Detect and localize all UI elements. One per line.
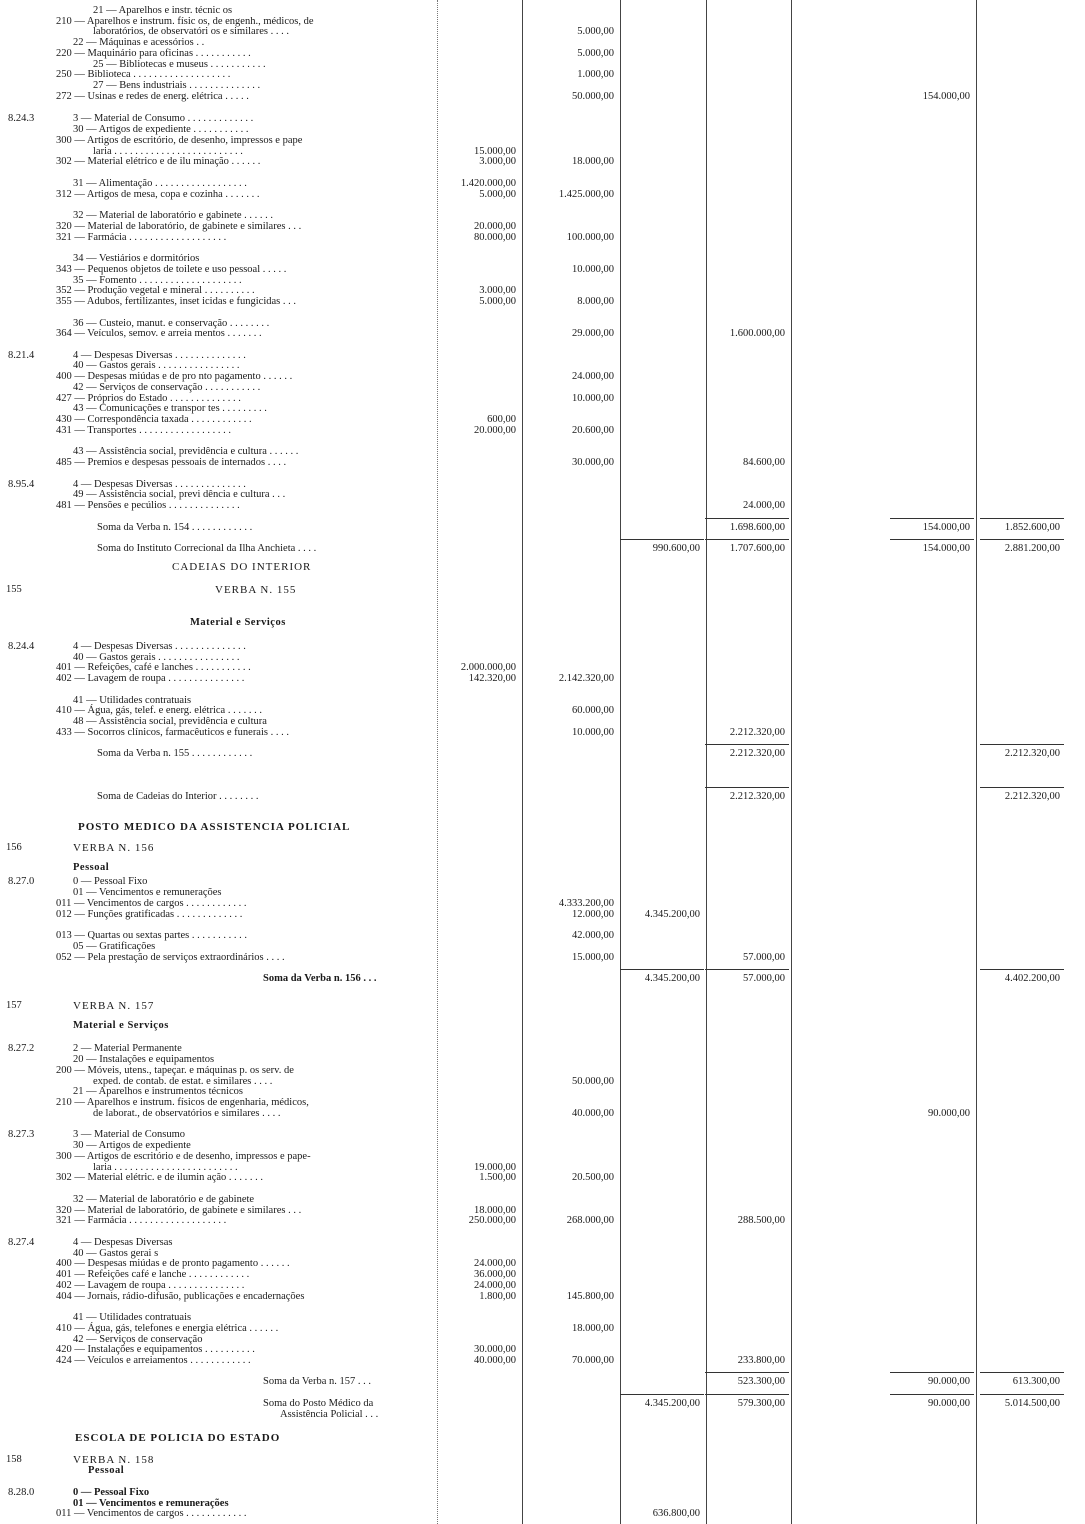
sum-rule — [980, 744, 1064, 745]
ledger-line: 3 — Material de Consumo . . . . . . . . . . . . . — [73, 113, 254, 124]
ledger-line: 30 — Artigos de expediente . . . . . . . . . . . — [73, 124, 249, 135]
amount-cell: 40.000,00 — [474, 1355, 516, 1366]
ledger-line: Soma de Cadeias do Interior . . . . . . . . — [97, 791, 259, 802]
amount-cell: 18.000,00 — [572, 156, 614, 167]
amount-cell: 29.000,00 — [572, 328, 614, 339]
sum-rule — [980, 1372, 1064, 1373]
ledger-line: 052 — Pela prestação de serviços extraordinários . . . . — [56, 952, 285, 963]
amount-cell: 18.000,00 — [474, 1205, 516, 1216]
ledger-line: 300 — Artigos de escritório e de desenho, impressos e pape- — [56, 1151, 311, 1162]
amount-cell: 36.000,00 — [474, 1269, 516, 1280]
amount-cell: 24.000,00 — [743, 500, 785, 511]
amount-cell: 2.212.320,00 — [1004, 748, 1060, 759]
amount-cell: 10.000,00 — [572, 264, 614, 275]
sum-rule — [980, 969, 1064, 970]
amount-cell: 90.000,00 — [928, 1398, 970, 1409]
amount-cell: 154.000,00 — [922, 91, 970, 102]
section-heading: VERBA N. 158 — [73, 1454, 155, 1466]
ledger-line: 4 — Despesas Diversas . . . . . . . . . . . . . . — [73, 479, 246, 490]
ledger-line: 3 — Material de Consumo — [73, 1129, 185, 1140]
ledger-line: de laborat., de observatórios e similares . . . . — [93, 1108, 281, 1119]
account-code: 8.27.2 — [8, 1043, 35, 1054]
ledger-line: 41 — Utilidades contratuais — [73, 1312, 192, 1323]
sum-rule — [705, 1372, 789, 1373]
ledger-line: 40 — Gastos gerais . . . . . . . . . . . . . . . . — [73, 652, 240, 663]
amount-cell: 90.000,00 — [928, 1108, 970, 1119]
amount-cell: 24.000,00 — [474, 1280, 516, 1291]
ledger-line: 424 — Veículos e arreiamentos . . . . . . . . . . . . — [56, 1355, 251, 1366]
amount-cell: 84.600,00 — [743, 457, 785, 468]
account-code: 8.21.4 — [8, 350, 35, 361]
amount-cell: 154.000,00 — [922, 522, 970, 533]
amount-cell: 42.000,00 — [572, 930, 614, 941]
ledger-line: 430 — Correspondência taxada . . . . . . . . . . . . — [56, 414, 252, 425]
amount-cell: 19.000,00 — [474, 1162, 516, 1173]
amount-cell: 613.300,00 — [1012, 1376, 1060, 1387]
amount-cell: 2.142.320,00 — [558, 673, 614, 684]
verba-number: 157 — [6, 1000, 22, 1011]
amount-cell: 20.000,00 — [474, 425, 516, 436]
ledger-line: 320 — Material de laboratório, de gabinete e similares . . . — [56, 1205, 302, 1216]
amount-cell: 5.000,00 — [577, 26, 614, 37]
amount-cell: 30.000,00 — [474, 1344, 516, 1355]
sum-rule — [705, 1394, 789, 1395]
ledger-line: 302 — Material elétrico e de ilu minação . . . . . . — [56, 156, 261, 167]
column-divider-2 — [620, 0, 621, 1524]
amount-cell: 288.500,00 — [737, 1215, 785, 1226]
amount-cell: 2.212.320,00 — [1004, 791, 1060, 802]
amount-cell: 1.420.000,00 — [460, 178, 516, 189]
account-code: 8.24.3 — [8, 113, 35, 124]
ledger-line: 22 — Máquinas e acessórios . . — [73, 37, 205, 48]
section-heading: Pessoal — [73, 862, 110, 873]
amount-cell: 154.000,00 — [922, 543, 970, 554]
amount-cell: 1.000,00 — [577, 69, 614, 80]
amount-cell: 145.800,00 — [566, 1291, 614, 1302]
ledger-line: 42 — Serviços de conservação — [73, 1334, 203, 1345]
ledger-line: 485 — Premios e despesas pessoais de internados . . . . — [56, 457, 287, 468]
sum-rule — [620, 539, 704, 540]
ledger-line: 40 — Gastos gerais . . . . . . . . . . . . . . . . — [73, 360, 240, 371]
amount-cell: 20.000,00 — [474, 221, 516, 232]
ledger-line: 32 — Material de laboratório e gabinete . . . . . . — [73, 210, 274, 221]
amount-cell: 1.707.600,00 — [729, 543, 785, 554]
ledger-line: 40 — Gastos gerai s — [73, 1248, 159, 1259]
ledger-line: 355 — Adubos, fertilizantes, inset icidas e fungicidas . . . — [56, 296, 296, 307]
ledger-line: 210 — Aparelhos e instrum. físicos de engenharia, médicos, — [56, 1097, 309, 1108]
amount-cell: 8.000,00 — [577, 296, 614, 307]
ledger-line: 43 — Assistência social, previdência e cultura . . . . . . — [73, 446, 299, 457]
ledger-line: 320 — Material de laboratório, de gabinete e similares . . . — [56, 221, 302, 232]
ledger-line: 404 — Jornais, rádio-difusão, publicações e encadernações — [56, 1291, 305, 1302]
section-heading: Material e Serviços — [190, 617, 286, 628]
ledger-line: 401 — Refeições café e lanche . . . . . . . . . . . . — [56, 1269, 250, 1280]
amount-cell: 2.212.320,00 — [729, 727, 785, 738]
ledger-line: 410 — Água, gás, telef. e energ. elétrica . . . . . . . — [56, 705, 262, 716]
ledger-line: 4 — Despesas Diversas . . . . . . . . . . . . . . — [73, 350, 246, 361]
column-divider-5 — [976, 0, 977, 1524]
ledger-line: Soma do Instituto Correcional da Ilha Anchieta . . . . — [97, 543, 317, 554]
amount-cell: 4.333.200,00 — [558, 898, 614, 909]
ledger-line: 2 — Material Permanente — [73, 1043, 182, 1054]
ledger-line: 410 — Água, gás, telefones e energia elétrica . . . . . . — [56, 1323, 279, 1334]
ledger-line: 402 — Lavagem de roupa . . . . . . . . . . . . . . . — [56, 1280, 245, 1291]
amount-cell: 1.600.000,00 — [729, 328, 785, 339]
account-code: 8.27.0 — [8, 876, 35, 887]
sum-rule — [620, 1394, 704, 1395]
column-divider-3 — [706, 0, 707, 1524]
section-heading: ESCOLA DE POLICIA DO ESTADO — [75, 1432, 281, 1444]
amount-cell: 20.600,00 — [572, 425, 614, 436]
account-code: 8.95.4 — [8, 479, 35, 490]
ledger-line: 312 — Artigos de mesa, copa e cozinha . . . . . . . — [56, 189, 260, 200]
ledger-line: 42 — Serviços de conservação . . . . . . . . . . . — [73, 382, 261, 393]
ledger-line: laria . . . . . . . . . . . . . . . . . . . . . . . . . — [93, 146, 243, 157]
section-heading: CADEIAS DO INTERIOR — [172, 561, 312, 573]
amount-cell: 20.500,00 — [572, 1172, 614, 1183]
amount-cell: 1.425.000,00 — [558, 189, 614, 200]
sum-rule — [705, 969, 789, 970]
ledger-line: 321 — Farmácia . . . . . . . . . . . . . . . . . . . — [56, 232, 227, 243]
amount-cell: 18.000,00 — [572, 1323, 614, 1334]
ledger-line: 400 — Despesas miúdas e de pronto pagamento . . . . . . — [56, 1258, 290, 1269]
section-heading: VERBA N. 157 — [73, 1000, 155, 1012]
ledger-line: 36 — Custeio, manut. e conservação . . . . . . . . — [73, 318, 270, 329]
ledger-line: 343 — Pequenos objetos de toilete e uso pessoal . . . . . — [56, 264, 287, 275]
amount-cell: 2.000.000,00 — [460, 662, 516, 673]
ledger-line: 011 — Vencimentos de cargos . . . . . . . . . . . . — [56, 1508, 247, 1519]
amount-cell: 40.000,00 — [572, 1108, 614, 1119]
sum-rule — [705, 518, 789, 519]
amount-cell: 233.800,00 — [737, 1355, 785, 1366]
account-code: 8.27.4 — [8, 1237, 35, 1248]
ledger-line: 352 — Produção vegetal e mineral . . . . . . . . . . — [56, 285, 255, 296]
ledger-line: 011 — Vencimentos de cargos . . . . . . . . . . . . — [56, 898, 247, 909]
ledger-line: 30 — Artigos de expediente — [73, 1140, 191, 1151]
ledger-line: 25 — Bibliotecas e museus . . . . . . . . . . . — [93, 59, 266, 70]
section-heading: Material e Serviços — [73, 1020, 169, 1031]
ledger-line: 21 — Aparelhos e instrumentos técnicos — [73, 1086, 244, 1097]
ledger-line: 300 — Artigos de escritório, de desenho, impressos e pape — [56, 135, 303, 146]
ledger-line: 20 — Instalações e equipamentos — [73, 1054, 215, 1065]
ledger-line: 34 — Vestiários e dormitórios — [73, 253, 200, 264]
ledger-line: 0 — Pessoal Fixo — [73, 1487, 150, 1498]
verba-number: 156 — [6, 842, 22, 853]
account-code: 8.24.4 — [8, 641, 35, 652]
amount-cell: 10.000,00 — [572, 393, 614, 404]
ledger-line: laboratórios, de observatóri os e similares . . . . — [93, 26, 289, 37]
amount-cell: 70.000,00 — [572, 1355, 614, 1366]
ledger-line: 4 — Despesas Diversas . . . . . . . . . . . . . . — [73, 641, 246, 652]
amount-cell: 15.000,00 — [474, 146, 516, 157]
amount-cell: 15.000,00 — [572, 952, 614, 963]
amount-cell: 50.000,00 — [572, 1076, 614, 1087]
ledger-line: 302 — Material elétric. e de ilumin ação . . . . . . . — [56, 1172, 264, 1183]
ledger-line: 32 — Material de laboratório e de gabinete — [73, 1194, 255, 1205]
amount-cell: 5.000,00 — [577, 48, 614, 59]
ledger-line: 220 — Maquinário para oficinas . . . . . . . . . . . — [56, 48, 251, 59]
ledger-line: exped. de contab. de estat. e similares . . . . — [93, 1076, 273, 1087]
amount-cell: 2.881.200,00 — [1004, 543, 1060, 554]
amount-cell: 90.000,00 — [928, 1376, 970, 1387]
ledger-line: 433 — Socorros clínicos, farmacêuticos e funerais . . . . — [56, 727, 289, 738]
amount-cell: 3.000,00 — [479, 156, 516, 167]
ledger-line: Soma da Verba n. 155 . . . . . . . . . . . . — [97, 748, 253, 759]
amount-cell: 50.000,00 — [572, 91, 614, 102]
sum-rule — [980, 787, 1064, 788]
verba-number: 158 — [6, 1454, 22, 1465]
account-code: 8.28.0 — [8, 1487, 35, 1498]
amount-cell: 24.000,00 — [474, 1258, 516, 1269]
section-heading: VERBA N. 155 — [215, 584, 297, 596]
sum-rule — [980, 518, 1064, 519]
amount-cell: 12.000,00 — [572, 909, 614, 920]
section-heading: Pessoal — [88, 1465, 125, 1476]
ledger-line: 05 — Gratificações — [73, 941, 156, 952]
sum-rule — [705, 539, 789, 540]
amount-cell: 10.000,00 — [572, 727, 614, 738]
amount-cell: 57.000,00 — [743, 973, 785, 984]
amount-cell: 1.852.600,00 — [1004, 522, 1060, 533]
account-code: 8.27.3 — [8, 1129, 35, 1140]
amount-cell: 142.320,00 — [468, 673, 516, 684]
sum-rule — [980, 1394, 1064, 1395]
ledger-line: Soma da Verba n. 157 . . . — [263, 1376, 371, 1387]
ledger-line: 41 — Utilidades contratuais — [73, 695, 192, 706]
amount-cell: 523.300,00 — [737, 1376, 785, 1387]
amount-cell: 1.800,00 — [479, 1291, 516, 1302]
ledger-line: 431 — Transportes . . . . . . . . . . . . . . . . . . — [56, 425, 232, 436]
ledger-line: 43 — Comunicações e transpor tes . . . . . . . . . — [73, 403, 267, 414]
amount-cell: 3.000,00 — [479, 285, 516, 296]
sum-rule — [705, 787, 789, 788]
amount-cell: 80.000,00 — [474, 232, 516, 243]
ledger-line: 48 — Assistência social, previdência e cultura — [73, 716, 267, 727]
ledger-line: 013 — Quartas ou sextas partes . . . . . . . . . . . — [56, 930, 248, 941]
amount-cell: 990.600,00 — [652, 543, 700, 554]
amount-cell: 4.402.200,00 — [1004, 973, 1060, 984]
amount-cell: 1.698.600,00 — [729, 522, 785, 533]
amount-cell: 60.000,00 — [572, 705, 614, 716]
sum-rule — [890, 1394, 974, 1395]
amount-cell: 57.000,00 — [743, 952, 785, 963]
ledger-line: Soma da Verba n. 156 . . . — [263, 973, 377, 984]
sum-rule — [705, 744, 789, 745]
ledger-line: 400 — Despesas miúdas e de pro nto pagamento . . . . . . — [56, 371, 293, 382]
amount-cell: 24.000,00 — [572, 371, 614, 382]
amount-cell: 2.212.320,00 — [729, 748, 785, 759]
ledger-line: 420 — Instalações e equipamentos . . . . . . . . . . — [56, 1344, 255, 1355]
ledger-line: 31 — Alimentação . . . . . . . . . . . . . . . . . . — [73, 178, 247, 189]
amount-cell: 268.000,00 — [566, 1215, 614, 1226]
sum-rule — [980, 539, 1064, 540]
amount-cell: 5.000,00 — [479, 189, 516, 200]
verba-number: 155 — [6, 584, 22, 595]
ledger-line: 401 — Refeições, café e lanches . . . . . . . . . . . — [56, 662, 251, 673]
ledger-line: 0 — Pessoal Fixo — [73, 876, 148, 887]
ledger-line: 402 — Lavagem de roupa . . . . . . . . . . . . . . . — [56, 673, 245, 684]
amount-cell: 579.300,00 — [737, 1398, 785, 1409]
ledger-line: 364 — Veículos, semov. e arreia mentos . . . . . . . — [56, 328, 262, 339]
sum-rule — [890, 539, 974, 540]
sum-rule — [890, 1372, 974, 1373]
ledger-line: 012 — Funções gratificadas . . . . . . . . . . . . . — [56, 909, 243, 920]
amount-cell: 100.000,00 — [566, 232, 614, 243]
ledger-line: 250 — Biblioteca . . . . . . . . . . . . . . . . . . . — [56, 69, 231, 80]
section-heading: POSTO MEDICO DA ASSISTENCIA POLICIAL — [78, 821, 351, 833]
ledger-line: 210 — Aparelhos e instrum. físic os, de engenh., médicos, de — [56, 16, 314, 27]
ledger-line: laria . . . . . . . . . . . . . . . . . . . . . . . . — [93, 1162, 238, 1173]
amount-cell: 636.800,00 — [652, 1508, 700, 1519]
sum-rule — [620, 969, 704, 970]
ledger-line: 200 — Móveis, utens., tapeçar. e máquinas p. os serv. de — [56, 1065, 294, 1076]
ledger-line: 481 — Pensões e pecúlios . . . . . . . . . . . . . . — [56, 500, 240, 511]
ledger-line: 01 — Vencimentos e remunerações — [73, 1498, 229, 1509]
amount-cell: 4.345.200,00 — [644, 1398, 700, 1409]
amount-cell: 2.212.320,00 — [729, 791, 785, 802]
ledger-line: 21 — Aparelhos e instr. técnic os — [93, 5, 233, 16]
amount-cell: 600,00 — [487, 414, 516, 425]
section-heading: VERBA N. 156 — [73, 842, 155, 854]
amount-cell: 250.000,00 — [468, 1215, 516, 1226]
ledger-line: 272 — Usinas e redes de energ. elétrica . . . . . — [56, 91, 249, 102]
ledger-line: Assistência Policial . . . — [280, 1409, 379, 1420]
ledger-line: Soma do Posto Médico da — [263, 1398, 374, 1409]
amount-cell: 30.000,00 — [572, 457, 614, 468]
column-divider-4 — [791, 0, 792, 1524]
ledger-line: 49 — Assistência social, previ dência e cultura . . . — [73, 489, 286, 500]
ledger-line: 4 — Despesas Diversas — [73, 1237, 173, 1248]
amount-cell: 1.500,00 — [479, 1172, 516, 1183]
ledger-line: Soma da Verba n. 154 . . . . . . . . . . . . — [97, 522, 253, 533]
amount-cell: 4.345.200,00 — [644, 973, 700, 984]
ledger-line: 01 — Vencimentos e remunerações — [73, 887, 222, 898]
ledger-line: 35 — Fomento . . . . . . . . . . . . . . . . . . . . — [73, 275, 242, 286]
ledger-line: 427 — Próprios do Estado . . . . . . . . . . . . . . — [56, 393, 241, 404]
ledger-line: 27 — Bens industriais . . . . . . . . . . . . . . — [93, 80, 261, 91]
ledger-line: 321 — Farmácia . . . . . . . . . . . . . . . . . . . — [56, 1215, 227, 1226]
sum-rule — [890, 518, 974, 519]
amount-cell: 5.000,00 — [479, 296, 516, 307]
amount-cell: 4.345.200,00 — [644, 909, 700, 920]
amount-cell: 5.014.500,00 — [1004, 1398, 1060, 1409]
